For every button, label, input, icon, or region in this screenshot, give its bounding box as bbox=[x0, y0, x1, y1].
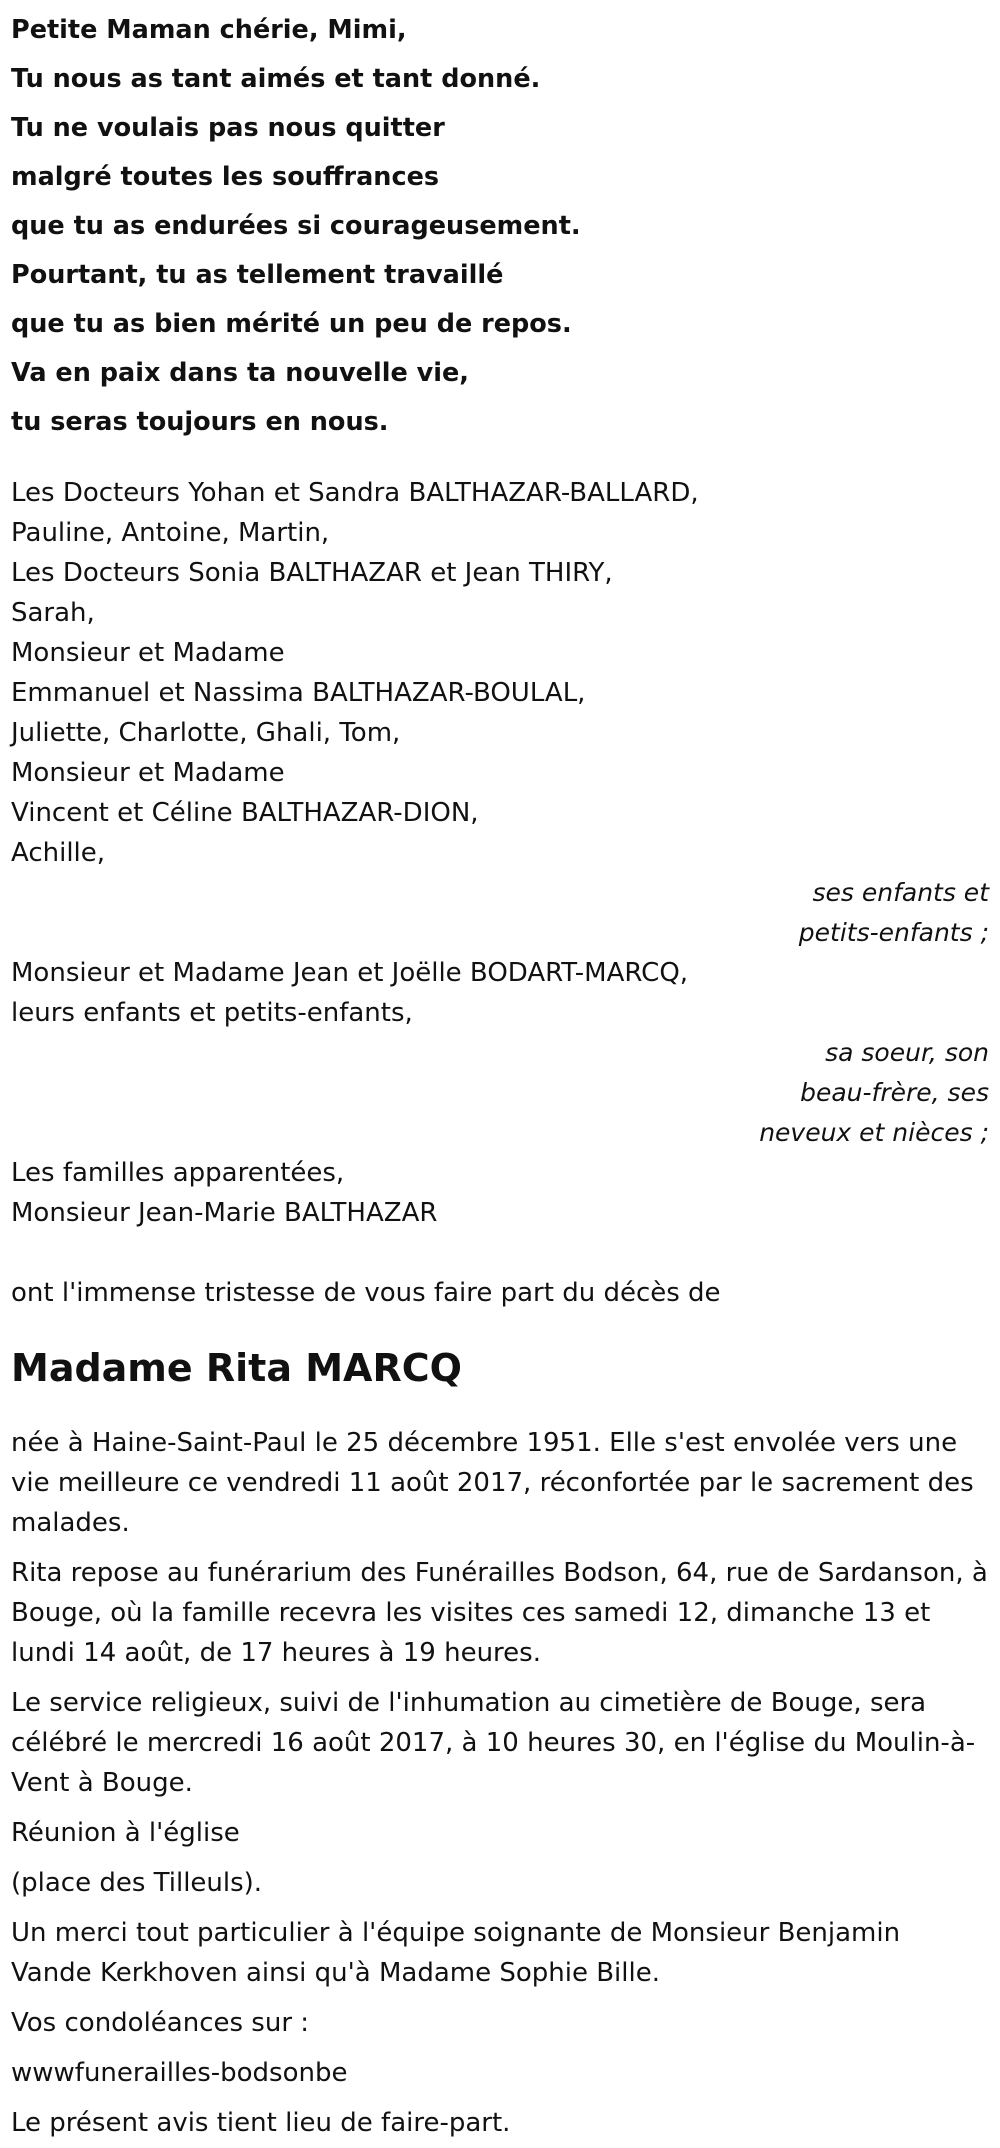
poem-line: Petite Maman chérie, Mimi, bbox=[11, 15, 407, 45]
paragraph: Le service religieux, suivi de l'inhumation au cimetière de Bouge, sera célébré le mercredi 16 août 2017, à 10 heures 30, en l'église du Moulin-à-Vent à Bouge. bbox=[11, 1688, 976, 1798]
family-line: Pauline, Antoine, Martin, bbox=[11, 518, 330, 548]
poem-line: tu seras toujours en nous. bbox=[11, 407, 389, 437]
family-line: Sarah, bbox=[11, 598, 95, 628]
relationship-label: ses enfants et bbox=[812, 878, 989, 907]
family-line: Emmanuel et Nassima BALTHAZAR-BOULAL, bbox=[11, 678, 586, 708]
family-line: Monsieur et Madame bbox=[11, 638, 285, 668]
relationship-label: petits-enfants ; bbox=[798, 918, 989, 947]
poem bbox=[11, 0, 989, 447]
family-line: Juliette, Charlotte, Ghali, Tom, bbox=[11, 718, 401, 748]
relationship-label: sa soeur, son bbox=[825, 1038, 989, 1067]
poem-line: Tu nous as tant aimés et tant donné. bbox=[11, 64, 541, 94]
paragraph: née à Haine-Saint-Paul le 25 décembre 1951. Elle s'est envolée vers une vie meilleure ce vendredi 11 août 2017, réconfortée par le sacrement des malades. bbox=[11, 1428, 974, 1538]
family-line: Monsieur et Madame bbox=[11, 758, 285, 788]
family-line: Les Docteurs Yohan et Sandra BALTHAZAR-BALLARD, bbox=[11, 478, 699, 508]
paragraph: Vos condoléances sur : bbox=[11, 2008, 310, 2038]
relationship-label: neveux et nièces ; bbox=[759, 1118, 989, 1147]
family-line: Achille, bbox=[11, 838, 106, 868]
paragraph: Un merci tout particulier à l'équipe soignante de Monsieur Benjamin Vande Kerkhoven ainsi qu'à Madame Sophie Bille. bbox=[11, 1918, 901, 1988]
poem-line: Va en paix dans ta nouvelle vie, bbox=[11, 358, 469, 388]
paragraph: Le présent avis tient lieu de faire-part. bbox=[11, 2108, 511, 2138]
condolence-link: wwwfunerailles-bodsonbe bbox=[11, 2058, 348, 2088]
family-line: leurs enfants et petits-enfants, bbox=[11, 998, 413, 1028]
poem-line: que tu as endurées si courageusement. bbox=[11, 211, 581, 241]
relationship-label: beau-frère, ses bbox=[800, 1078, 989, 1107]
paragraph: Rita repose au funérarium des Funérailles Bodson, 64, rue de Sardanson, à Bouge, où la famille recevra les visites ces samedi 12, dimanche 13 et lundi 14 août, de 17 heures à 19 heures. bbox=[11, 1558, 988, 1668]
family-line: Les Docteurs Sonia BALTHAZAR et Jean THIRY, bbox=[11, 558, 613, 588]
deceased-name: Madame Rita MARCQ bbox=[11, 1346, 462, 1390]
poem-line: Pourtant, tu as tellement travaillé bbox=[11, 260, 504, 290]
announcement: ont l'immense tristesse de vous faire part du décès de bbox=[11, 1278, 721, 1308]
details bbox=[11, 1423, 989, 2143]
family-list bbox=[11, 473, 989, 1233]
family-line: Monsieur Jean-Marie BALTHAZAR bbox=[11, 1198, 438, 1228]
family-line: Les familles apparentées, bbox=[11, 1158, 345, 1188]
family-line: Vincent et Céline BALTHAZAR-DION, bbox=[11, 798, 479, 828]
poem-line: que tu as bien mérité un peu de repos. bbox=[11, 309, 572, 339]
poem-line: Tu ne voulais pas nous quitter bbox=[11, 113, 445, 143]
family-line: Monsieur et Madame Jean et Joëlle BODART-MARCQ, bbox=[11, 958, 689, 988]
paragraph: Réunion à l'église bbox=[11, 1818, 240, 1848]
paragraph: (place des Tilleuls). bbox=[11, 1868, 263, 1898]
poem-line: malgré toutes les souffrances bbox=[11, 162, 440, 192]
